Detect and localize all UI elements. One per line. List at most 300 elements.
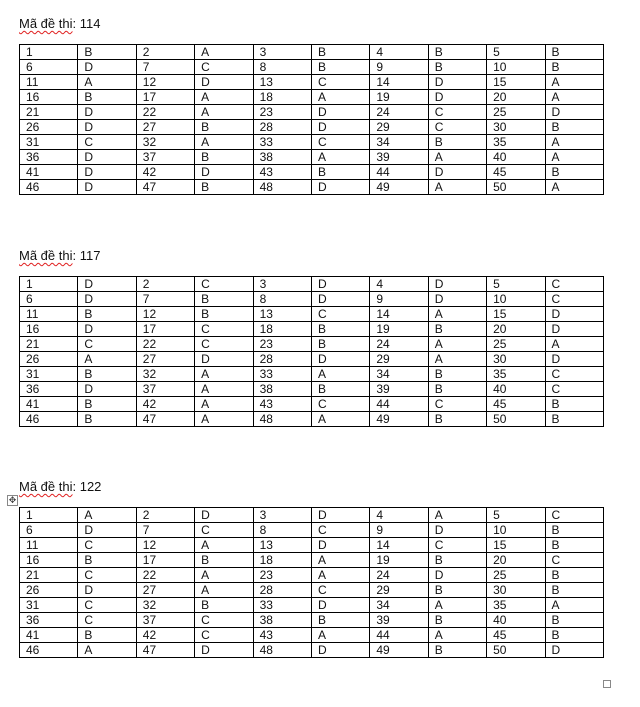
answer-letter: A — [195, 90, 253, 105]
question-number: 4 — [370, 277, 428, 292]
answer-letter: A — [311, 628, 369, 643]
answer-letter: B — [428, 643, 486, 658]
answer-letter: B — [195, 553, 253, 568]
answer-letter: D — [78, 322, 136, 337]
answer-letter: B — [545, 628, 603, 643]
answer-letter: C — [311, 135, 369, 150]
question-number: 23 — [253, 337, 311, 352]
question-number: 9 — [370, 292, 428, 307]
answer-letter: D — [78, 523, 136, 538]
answer-letter: B — [311, 322, 369, 337]
table-row — [20, 397, 604, 412]
answer-letter: D — [311, 277, 369, 292]
question-number: 11 — [20, 538, 78, 553]
answer-letter: B — [545, 568, 603, 583]
answer-letter: D — [195, 643, 253, 658]
answer-letter: D — [195, 352, 253, 367]
question-number: 50 — [487, 643, 545, 658]
answer-letter: A — [78, 508, 136, 523]
table-row — [20, 150, 604, 165]
question-number: 23 — [253, 105, 311, 120]
answer-letter: C — [78, 337, 136, 352]
move-icon[interactable]: ✥ — [8, 495, 17, 505]
answer-letter: B — [311, 60, 369, 75]
table-row — [20, 523, 604, 538]
question-number: 45 — [487, 165, 545, 180]
answer-letter: C — [311, 75, 369, 90]
answer-letter: D — [545, 352, 603, 367]
answer-letter: C — [545, 382, 603, 397]
answer-letter: B — [428, 135, 486, 150]
resize-icon[interactable] — [603, 680, 611, 688]
answer-letter: D — [428, 292, 486, 307]
question-number: 20 — [487, 553, 545, 568]
answer-letter: C — [195, 277, 253, 292]
exam-code-title — [19, 16, 100, 32]
question-number: 50 — [487, 180, 545, 195]
question-number: 22 — [136, 105, 194, 120]
question-number: 2 — [136, 277, 194, 292]
question-number: 24 — [370, 105, 428, 120]
question-number: 46 — [20, 643, 78, 658]
answer-letter: A — [428, 628, 486, 643]
question-number: 11 — [20, 75, 78, 90]
question-number: 9 — [370, 523, 428, 538]
answer-letter: A — [195, 397, 253, 412]
answer-letter: B — [428, 322, 486, 337]
table-row — [20, 90, 604, 105]
answer-letter: A — [545, 598, 603, 613]
answer-letter: A — [195, 367, 253, 382]
question-number: 32 — [136, 598, 194, 613]
question-number: 25 — [487, 568, 545, 583]
question-number: 6 — [20, 60, 78, 75]
answer-letter: B — [311, 613, 369, 628]
answer-letter: D — [78, 583, 136, 598]
question-number: 12 — [136, 538, 194, 553]
question-number: 26 — [20, 120, 78, 135]
answer-letter: C — [545, 508, 603, 523]
question-number: 37 — [136, 382, 194, 397]
question-number: 21 — [20, 337, 78, 352]
answer-letter: A — [78, 643, 136, 658]
question-number: 43 — [253, 628, 311, 643]
answer-letter: B — [545, 613, 603, 628]
question-number: 35 — [487, 367, 545, 382]
question-number: 10 — [487, 60, 545, 75]
question-number: 43 — [253, 397, 311, 412]
question-number: 49 — [370, 180, 428, 195]
question-number: 35 — [487, 598, 545, 613]
answer-letter: A — [545, 150, 603, 165]
question-number: 47 — [136, 643, 194, 658]
answer-letter: D — [78, 105, 136, 120]
answer-letter: B — [545, 165, 603, 180]
question-number: 8 — [253, 60, 311, 75]
question-number: 14 — [370, 307, 428, 322]
answer-letter: A — [195, 412, 253, 427]
answer-letter: D — [428, 277, 486, 292]
answer-letter: B — [195, 180, 253, 195]
answer-letter: B — [311, 165, 369, 180]
table-row — [20, 75, 604, 90]
exam-code-label: Mã đề thi: — [19, 479, 80, 494]
question-number: 41 — [20, 628, 78, 643]
answer-letter: D — [195, 508, 253, 523]
answer-letter: D — [311, 180, 369, 195]
answer-letter: C — [195, 337, 253, 352]
exam-code-label-text: Mã đề thi — [19, 248, 73, 263]
question-number: 27 — [136, 120, 194, 135]
answer-letter: A — [545, 90, 603, 105]
question-number: 19 — [370, 322, 428, 337]
question-number: 10 — [487, 523, 545, 538]
question-number: 14 — [370, 75, 428, 90]
question-number: 18 — [253, 553, 311, 568]
question-number: 25 — [487, 105, 545, 120]
answer-letter: B — [78, 90, 136, 105]
answer-letter: C — [545, 367, 603, 382]
question-number: 24 — [370, 337, 428, 352]
question-number: 42 — [136, 165, 194, 180]
answer-letter: D — [545, 307, 603, 322]
table-row — [20, 60, 604, 75]
question-number: 16 — [20, 90, 78, 105]
answer-letter: C — [545, 292, 603, 307]
answer-letter: D — [78, 60, 136, 75]
answer-letter: C — [311, 397, 369, 412]
answer-letter: D — [78, 277, 136, 292]
answer-letter: B — [195, 307, 253, 322]
question-number: 2 — [136, 508, 194, 523]
question-number: 33 — [253, 135, 311, 150]
question-number: 35 — [487, 135, 545, 150]
answer-table — [19, 44, 604, 195]
answer-letter: A — [195, 568, 253, 583]
question-number: 49 — [370, 412, 428, 427]
answer-letter: B — [428, 583, 486, 598]
table-row — [20, 382, 604, 397]
answer-letter: B — [428, 613, 486, 628]
answer-letter: D — [78, 180, 136, 195]
question-number: 28 — [253, 120, 311, 135]
answer-letter: D — [311, 538, 369, 553]
answer-letter: D — [428, 523, 486, 538]
question-number: 37 — [136, 613, 194, 628]
question-number: 8 — [253, 292, 311, 307]
question-number: 38 — [253, 382, 311, 397]
question-number: 5 — [487, 45, 545, 60]
question-number: 3 — [253, 277, 311, 292]
answer-letter: B — [545, 120, 603, 135]
question-number: 3 — [253, 45, 311, 60]
question-number: 5 — [487, 508, 545, 523]
question-number: 30 — [487, 352, 545, 367]
question-number: 17 — [136, 553, 194, 568]
question-number: 4 — [370, 45, 428, 60]
question-number: 43 — [253, 165, 311, 180]
question-number: 25 — [487, 337, 545, 352]
answer-letter: A — [311, 568, 369, 583]
answer-letter: B — [545, 397, 603, 412]
question-number: 5 — [487, 277, 545, 292]
question-number: 13 — [253, 538, 311, 553]
question-number: 12 — [136, 75, 194, 90]
answer-letter: C — [311, 307, 369, 322]
question-number: 48 — [253, 643, 311, 658]
answer-letter: D — [311, 508, 369, 523]
question-number: 37 — [136, 150, 194, 165]
answer-letter: B — [78, 628, 136, 643]
answer-letter: A — [311, 553, 369, 568]
question-number: 17 — [136, 322, 194, 337]
table-row — [20, 598, 604, 613]
answer-letter: A — [428, 352, 486, 367]
question-number: 21 — [20, 568, 78, 583]
answer-letter: C — [78, 538, 136, 553]
answer-letter: A — [78, 75, 136, 90]
answer-letter: B — [311, 337, 369, 352]
question-number: 22 — [136, 568, 194, 583]
question-number: 36 — [20, 150, 78, 165]
answer-letter: B — [78, 307, 136, 322]
question-number: 41 — [20, 165, 78, 180]
answer-letter: B — [195, 598, 253, 613]
question-number: 31 — [20, 367, 78, 382]
question-number: 46 — [20, 412, 78, 427]
question-number: 19 — [370, 90, 428, 105]
answer-letter: D — [195, 165, 253, 180]
question-number: 3 — [253, 508, 311, 523]
table-row — [20, 45, 604, 60]
answer-letter: A — [545, 180, 603, 195]
answer-letter: B — [545, 583, 603, 598]
question-number: 16 — [20, 553, 78, 568]
table-row — [20, 568, 604, 583]
answer-letter: B — [78, 367, 136, 382]
question-number: 38 — [253, 150, 311, 165]
question-number: 26 — [20, 352, 78, 367]
question-number: 13 — [253, 307, 311, 322]
answer-letter: A — [78, 352, 136, 367]
question-number: 50 — [487, 412, 545, 427]
answer-letter: B — [545, 60, 603, 75]
question-number: 41 — [20, 397, 78, 412]
question-number: 13 — [253, 75, 311, 90]
answer-letter: B — [78, 553, 136, 568]
answer-letter: A — [545, 135, 603, 150]
question-number: 26 — [20, 583, 78, 598]
question-number: 47 — [136, 180, 194, 195]
answer-letter: C — [78, 613, 136, 628]
answer-letter: B — [428, 382, 486, 397]
question-number: 1 — [20, 508, 78, 523]
question-number: 42 — [136, 628, 194, 643]
answer-letter: C — [311, 523, 369, 538]
table-row — [20, 538, 604, 553]
answer-letter: B — [428, 367, 486, 382]
question-number: 42 — [136, 397, 194, 412]
answer-letter: B — [195, 150, 253, 165]
question-number: 21 — [20, 105, 78, 120]
table-row — [20, 553, 604, 568]
answer-letter: A — [311, 90, 369, 105]
table-row — [20, 613, 604, 628]
question-number: 34 — [370, 367, 428, 382]
table-row — [20, 583, 604, 598]
question-number: 39 — [370, 382, 428, 397]
answer-letter: D — [428, 165, 486, 180]
question-number: 33 — [253, 598, 311, 613]
question-number: 30 — [487, 583, 545, 598]
answer-letter: A — [195, 105, 253, 120]
answer-letter: A — [195, 382, 253, 397]
answer-letter: C — [78, 598, 136, 613]
answer-letter: D — [428, 75, 486, 90]
table-row — [20, 412, 604, 427]
answer-letter: B — [428, 412, 486, 427]
question-number: 23 — [253, 568, 311, 583]
answer-letter: D — [311, 120, 369, 135]
answer-letter: D — [195, 75, 253, 90]
table-row — [20, 367, 604, 382]
question-number: 40 — [487, 382, 545, 397]
table-row — [20, 352, 604, 367]
question-number: 24 — [370, 568, 428, 583]
exam-code-label: Mã đề thi: — [19, 16, 80, 31]
answer-letter: A — [428, 180, 486, 195]
answer-letter: C — [195, 628, 253, 643]
question-number: 28 — [253, 583, 311, 598]
question-number: 46 — [20, 180, 78, 195]
answer-letter: A — [195, 135, 253, 150]
answer-letter: B — [195, 120, 253, 135]
answer-letter: C — [195, 60, 253, 75]
question-number: 27 — [136, 352, 194, 367]
table-row — [20, 292, 604, 307]
question-number: 8 — [253, 523, 311, 538]
question-number: 44 — [370, 397, 428, 412]
answer-letter: D — [78, 120, 136, 135]
answer-letter: C — [428, 538, 486, 553]
answer-letter: B — [311, 382, 369, 397]
answer-letter: C — [545, 277, 603, 292]
answer-letter: B — [311, 45, 369, 60]
answer-letter: D — [311, 292, 369, 307]
answer-letter: B — [545, 538, 603, 553]
table-row — [20, 307, 604, 322]
answer-letter: A — [428, 598, 486, 613]
question-number: 11 — [20, 307, 78, 322]
question-number: 15 — [487, 75, 545, 90]
answer-letter: A — [428, 508, 486, 523]
answer-letter: B — [78, 412, 136, 427]
exam-code-title — [19, 479, 101, 495]
answer-table — [19, 507, 604, 658]
answer-letter: A — [545, 337, 603, 352]
answer-table — [19, 276, 604, 427]
question-number: 39 — [370, 150, 428, 165]
question-number: 44 — [370, 165, 428, 180]
answer-letter: C — [195, 322, 253, 337]
question-number: 17 — [136, 90, 194, 105]
table-row — [20, 643, 604, 658]
answer-letter: A — [311, 367, 369, 382]
table-row — [20, 135, 604, 150]
answer-letter: C — [545, 553, 603, 568]
answer-letter: C — [428, 120, 486, 135]
question-number: 30 — [487, 120, 545, 135]
answer-letter: A — [195, 583, 253, 598]
answer-letter: C — [428, 105, 486, 120]
answer-letter: D — [545, 322, 603, 337]
answer-letter: D — [311, 643, 369, 658]
question-number: 9 — [370, 60, 428, 75]
question-number: 20 — [487, 90, 545, 105]
question-number: 34 — [370, 598, 428, 613]
question-number: 7 — [136, 292, 194, 307]
question-number: 31 — [20, 135, 78, 150]
question-number: 15 — [487, 538, 545, 553]
question-number: 20 — [487, 322, 545, 337]
question-number: 33 — [253, 367, 311, 382]
question-number: 16 — [20, 322, 78, 337]
answer-letter: A — [195, 45, 253, 60]
question-number: 48 — [253, 412, 311, 427]
question-number: 49 — [370, 643, 428, 658]
question-number: 29 — [370, 120, 428, 135]
question-number: 2 — [136, 45, 194, 60]
answer-letter: A — [195, 538, 253, 553]
question-number: 32 — [136, 135, 194, 150]
answer-letter: D — [78, 150, 136, 165]
answer-letter: B — [545, 45, 603, 60]
answer-letter: A — [428, 307, 486, 322]
exam-code-label-text: Mã đề thi — [19, 479, 73, 494]
answer-letter: B — [545, 523, 603, 538]
question-number: 44 — [370, 628, 428, 643]
question-number: 47 — [136, 412, 194, 427]
answer-letter: D — [545, 105, 603, 120]
answer-letter: D — [545, 643, 603, 658]
answer-letter: C — [78, 568, 136, 583]
answer-letter: C — [195, 523, 253, 538]
question-number: 12 — [136, 307, 194, 322]
question-number: 6 — [20, 523, 78, 538]
answer-letter: B — [78, 45, 136, 60]
question-number: 36 — [20, 613, 78, 628]
question-number: 19 — [370, 553, 428, 568]
question-number: 32 — [136, 367, 194, 382]
answer-letter: A — [428, 337, 486, 352]
answer-letter: A — [311, 412, 369, 427]
question-number: 31 — [20, 598, 78, 613]
exam-code-value: 117 — [79, 248, 101, 263]
table-row — [20, 277, 604, 292]
exam-code-label: Mã đề thi: — [19, 248, 80, 263]
question-number: 39 — [370, 613, 428, 628]
question-number: 14 — [370, 538, 428, 553]
answer-letter: C — [78, 135, 136, 150]
question-number: 7 — [136, 60, 194, 75]
answer-letter: C — [195, 613, 253, 628]
question-number: 45 — [487, 397, 545, 412]
table-row — [20, 180, 604, 195]
answer-letter: D — [428, 568, 486, 583]
table-row — [20, 105, 604, 120]
question-number: 29 — [370, 352, 428, 367]
question-number: 34 — [370, 135, 428, 150]
